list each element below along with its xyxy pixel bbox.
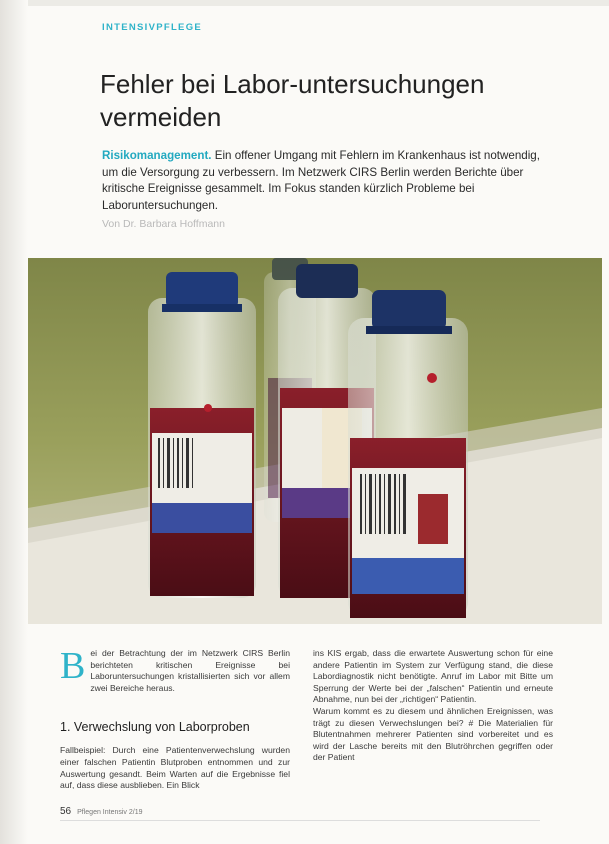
drop-cap: B <box>60 645 86 687</box>
page-number: 56 <box>60 806 72 817</box>
continuation-paragraph: ins KIS ergab, dass die erwartete Auswertung schon für eine andere Patientin im System zur Verfügung stand, die diese Labordiagnostik nicht benötigte. Anruf im Labor mit Bitte um Sperrung der Werte bei der „falschen“ Patientin und erneute Abnahme, nun bei der „richtigen“ Patientin. Warum kommt es zu diesem und ähnlichen Ereignissen, was trägt zu diesen Verwechslungen bei? # Die Materialien für Blutentnahmen mehrerer Patienten sind vorbereitet und es wird der Lasche bereits mit den Blutröhrchen gegriffen oder der Patient <box>313 648 553 763</box>
body-column-right <box>313 648 553 764</box>
blood-sample-vials-image <box>28 258 602 624</box>
section-heading: 1. Verwechslung von Laborproben <box>60 720 250 735</box>
intro-paragraph: ei der Betrachtung der im Netzwerk CIRS Berlin berichteten kritischen Ereignisse bei Laboruntersuchungen kristallisierten sich vor allem zwei Bereiche heraus. <box>90 648 290 693</box>
scan-edge-left <box>0 0 28 844</box>
footer-divider <box>60 820 540 821</box>
case-example-paragraph: Fallbeispiel: Durch eine Patientenverwechslung wurden einer falschen Patientin Blutproben entnommen und zur Auswertung gesandt. Beim Warten auf die Ergebnisse fiel auf, dass diese ausblieben. Ein Blick <box>60 745 290 791</box>
byline: Von Dr. Barbara Hoffmann <box>102 218 225 230</box>
section-rubric: INTENSIVPFLEGE <box>102 22 203 33</box>
page-footer <box>60 806 143 817</box>
article-lead <box>102 148 542 214</box>
body-column-left <box>60 645 290 792</box>
article-title: Fehler bei Labor-untersuchungen vermeiden <box>100 69 485 132</box>
lead-text: Ein offener Umgang mit Fehlern im Krankenhaus ist notwendig, um die Versorgung zu verbessern. Im Netzwerk CIRS Berlin werden Berichte über kritische Ereignisse gesammelt. Im Fokus standen kürzlich Probleme bei Laboruntersuchungen. <box>102 149 540 212</box>
lead-keyword: Risikomanagement. <box>102 149 212 162</box>
publication-name: Pflegen Intensiv 2/19 <box>77 809 143 816</box>
article-photo <box>28 258 602 624</box>
